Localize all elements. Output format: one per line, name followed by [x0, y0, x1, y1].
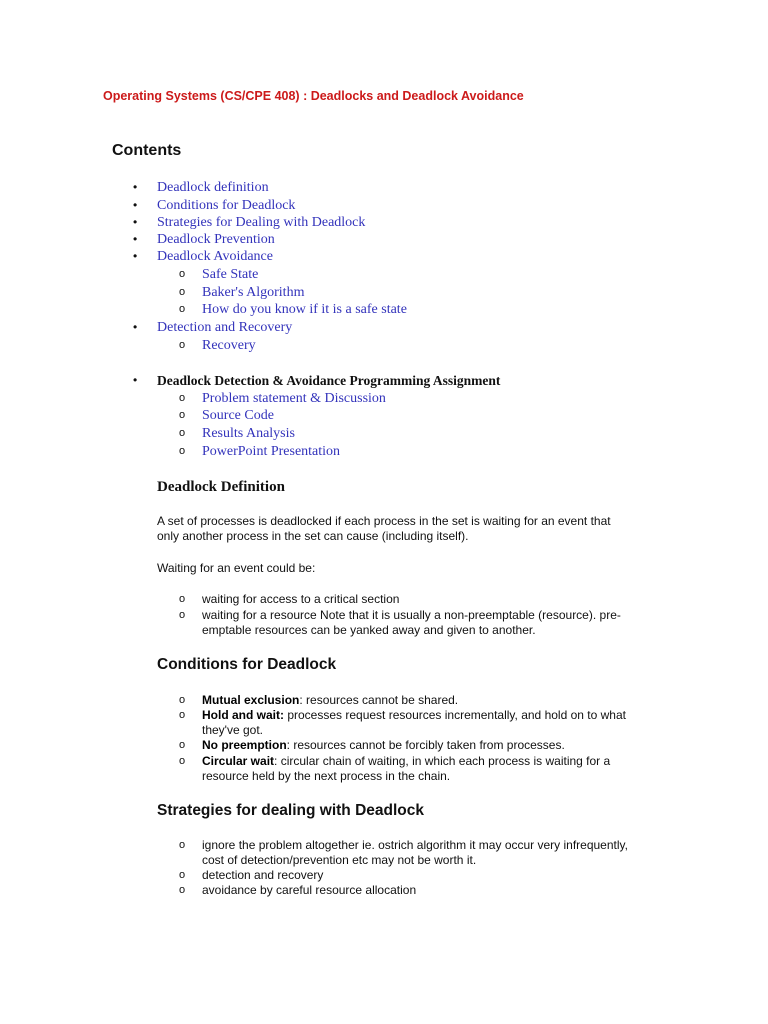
- toc-link-strategies[interactable]: Strategies for Dealing with Deadlock: [157, 215, 366, 230]
- circle-bullet-icon: o: [179, 339, 186, 351]
- toc-link-deadlock-definition[interactable]: Deadlock definition: [157, 180, 269, 195]
- definition-paragraph: [157, 514, 611, 544]
- toc-link-safe-state-check[interactable]: How do you know if it is a safe state: [202, 302, 407, 317]
- bullet-icon: •: [133, 249, 138, 263]
- circle-bullet-icon: o: [179, 409, 186, 421]
- toc-link-conditions[interactable]: Conditions for Deadlock: [157, 198, 296, 213]
- bullet-icon: •: [133, 198, 138, 212]
- circle-bullet-icon: o: [179, 694, 186, 706]
- assignment-heading: Deadlock Detection & Avoidance Programming Assignment: [157, 373, 501, 388]
- waiting-item-resource-line-2: emptable resources can be yanked away and given to another.: [202, 623, 536, 637]
- circle-bullet-icon: o: [179, 884, 186, 896]
- strategy-ignore: [202, 838, 657, 868]
- toc-link-safe-state[interactable]: Safe State: [202, 267, 259, 282]
- condition-desc-line-2: resource held by the next process in the chain.: [202, 769, 451, 783]
- condition-mutual-exclusion: [202, 693, 657, 708]
- circle-bullet-icon: o: [179, 755, 186, 767]
- circle-bullet-icon: o: [179, 609, 186, 621]
- circle-bullet-icon: o: [179, 286, 186, 298]
- condition-desc: : resources cannot be forcibly taken from processes.: [286, 738, 565, 752]
- document-title: Operating Systems (CS/CPE 408) : Deadlocks and Deadlock Avoidance: [103, 89, 524, 103]
- circle-bullet-icon: o: [179, 268, 186, 280]
- circle-bullet-icon: o: [179, 739, 186, 751]
- toc-link-powerpoint[interactable]: PowerPoint Presentation: [202, 444, 341, 459]
- definition-heading: Deadlock Definition: [157, 479, 285, 495]
- bullet-icon: •: [133, 215, 138, 229]
- strategy-ignore-line-1: ignore the problem altogether ie. ostrich algorithm it may occur very infrequently,: [202, 838, 628, 852]
- condition-desc: : circular chain of waiting, in which each process is waiting for a: [274, 754, 611, 768]
- bullet-icon: •: [133, 373, 138, 387]
- definition-line-2: only another process in the set can cause (including itself).: [157, 529, 469, 543]
- toc-link-problem-statement[interactable]: Problem statement & Discussion: [202, 391, 386, 406]
- toc-link-bakers-algorithm[interactable]: Baker's Algorithm: [202, 285, 305, 300]
- waiting-item-critical-section: waiting for access to a critical section: [202, 592, 400, 606]
- definition-line-1: A set of processes is deadlocked if each process in the set is waiting for an event that: [157, 514, 611, 528]
- waiting-item-resource-line-1: waiting for a resource Note that it is usually a non-preemptable (resource). pre-: [202, 608, 621, 622]
- toc-link-source-code[interactable]: Source Code: [202, 408, 274, 423]
- circle-bullet-icon: o: [179, 839, 186, 851]
- bullet-icon: •: [133, 232, 138, 246]
- circle-bullet-icon: o: [179, 427, 186, 439]
- circle-bullet-icon: o: [179, 593, 186, 605]
- toc-link-recovery[interactable]: Recovery: [202, 338, 256, 353]
- strategy-avoidance: avoidance by careful resource allocation: [202, 883, 417, 897]
- circle-bullet-icon: o: [179, 392, 186, 404]
- condition-term: Mutual exclusion: [202, 693, 300, 707]
- condition-desc: processes request resources incrementally, and hold on to what: [284, 708, 626, 722]
- bullet-icon: •: [133, 180, 138, 194]
- waiting-intro: Waiting for an event could be:: [157, 561, 316, 575]
- toc-link-prevention[interactable]: Deadlock Prevention: [157, 232, 275, 247]
- toc-link-avoidance[interactable]: Deadlock Avoidance: [157, 249, 273, 264]
- strategy-ignore-line-2: cost of detection/prevention etc may not be worth it.: [202, 853, 477, 867]
- strategy-detection: detection and recovery: [202, 868, 324, 882]
- bullet-icon: •: [133, 320, 138, 334]
- condition-term: Circular wait: [202, 754, 275, 768]
- circle-bullet-icon: o: [179, 303, 186, 315]
- waiting-item-resource: [202, 608, 657, 638]
- strategies-heading: Strategies for dealing with Deadlock: [157, 802, 425, 819]
- condition-term: No preemption: [202, 738, 287, 752]
- toc-link-detection-recovery[interactable]: Detection and Recovery: [157, 320, 293, 335]
- circle-bullet-icon: o: [179, 445, 186, 457]
- toc-link-results-analysis[interactable]: Results Analysis: [202, 426, 295, 441]
- condition-circular-wait: [202, 754, 657, 784]
- condition-desc-line-2: they've got.: [202, 723, 263, 737]
- circle-bullet-icon: o: [179, 709, 186, 721]
- condition-desc: : resources cannot be shared.: [299, 693, 459, 707]
- circle-bullet-icon: o: [179, 869, 186, 881]
- conditions-heading: Conditions for Deadlock: [157, 656, 337, 673]
- contents-heading: Contents: [112, 142, 182, 159]
- condition-no-preemption: [202, 738, 657, 753]
- condition-term: Hold and wait:: [202, 708, 284, 722]
- condition-hold-and-wait: [202, 708, 657, 738]
